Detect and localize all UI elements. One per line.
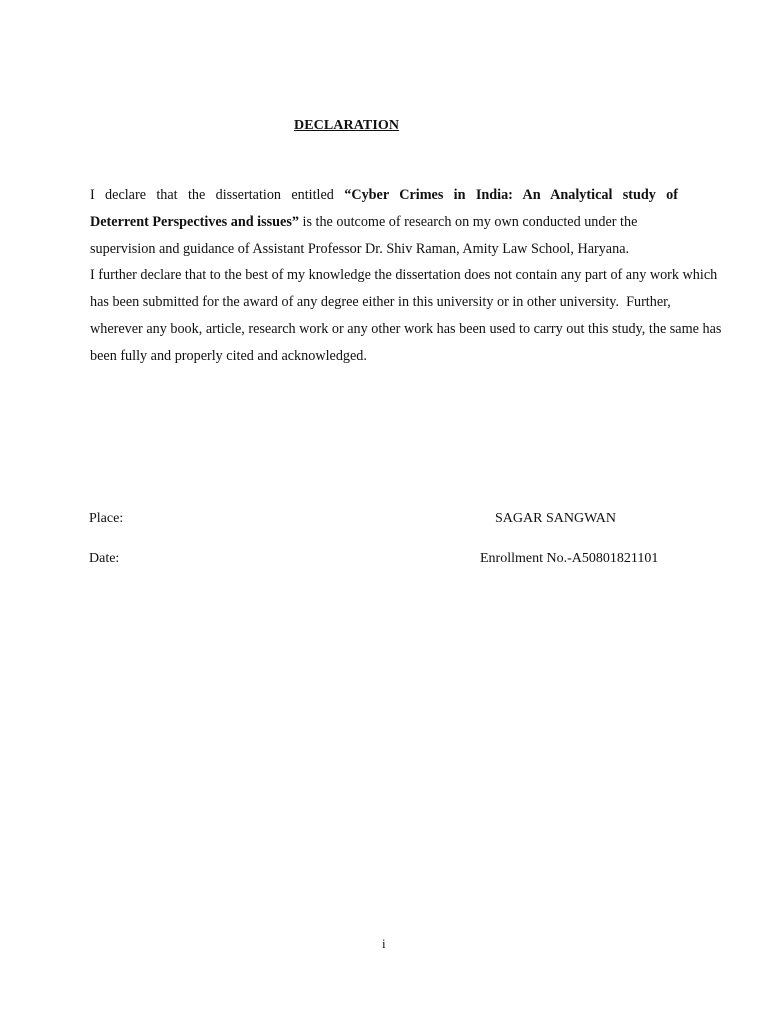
page-number: i — [382, 936, 386, 951]
paragraph-line-3: supervision and guidance of Assistant Professor Dr. Shiv Raman, Amity Law School, Haryana. — [90, 240, 630, 257]
paragraph-line-6: wherever any book, article, research work or any other work has been used to carry out this study, the same has — [90, 320, 722, 337]
enrollment-number: Enrollment No.-A50801821101 — [480, 551, 659, 566]
paragraph-line-2-text: is the outcome of research on my own conducted under the — [298, 213, 638, 230]
dissertation-title-part-1: “Cyber Crimes in India: An Analytical study of — [344, 187, 678, 203]
paragraph-line-1 — [90, 182, 678, 209]
author-name: SAGAR SANGWAN — [495, 511, 616, 526]
paragraph-line-7: been fully and properly cited and acknowledged. — [90, 347, 367, 364]
date-label: Date: — [89, 551, 120, 566]
paragraph-line-4: I further declare that to the best of my knowledge the dissertation does not contain any part of any work which — [90, 267, 718, 284]
paragraph-line-1-text: I declare that the dissertation entitled — [90, 187, 345, 203]
declaration-title: DECLARATION — [294, 118, 400, 133]
dissertation-title-part-2: Deterrent Perspectives and issues” — [90, 213, 299, 230]
declaration-paragraph — [90, 182, 764, 370]
place-label: Place: — [89, 511, 124, 526]
paragraph-line-2 — [90, 209, 764, 236]
paragraph-line-5: has been submitted for the award of any degree either in this university or in other university. Further, — [90, 294, 671, 311]
